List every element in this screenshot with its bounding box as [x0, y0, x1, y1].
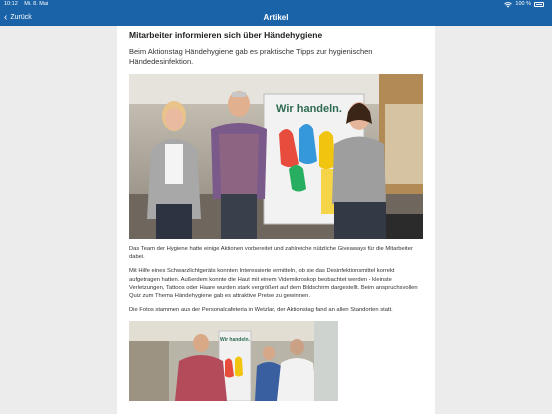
- back-label: Zurück: [10, 14, 32, 21]
- navigation-bar: [0, 9, 552, 26]
- article-photo-team: [129, 74, 423, 239]
- battery-icon: [534, 2, 544, 7]
- back-button[interactable]: [4, 9, 32, 26]
- banner-text: Wir handeln.: [276, 103, 342, 115]
- wifi-icon: [504, 2, 512, 8]
- chevron-left-icon: ‹: [4, 12, 8, 23]
- article-paragraph-2: Mit Hilfe eines Schwarzlichtgeräts konnten Interessierte ermitteln, ob sie das Desinfektionsmittel korrekt aufgetragen hatten. Außerdem konnte die Haut mit einem Videmikroskop beobachtet werden - kleinste Verletzungen, Tattoos oder Haare wurden stark vergrößert auf dem Bildschirm dargestellt. Beim anspruchsvollen Quiz zum Thema Händehygiene gab es attraktive Preise zu gewinnen.: [129, 268, 418, 300]
- article-content[interactable]: [117, 26, 435, 414]
- status-time: 10:12: [4, 1, 18, 7]
- nav-title: Artikel: [263, 13, 289, 22]
- photo2-banner-text: Wir handeln.: [220, 337, 250, 344]
- status-right: [504, 0, 544, 9]
- article-paragraph-1: Das Team der Hygiene hatte einige Aktionen vorbereitet und zahlreiche nützliche Giveaways für die Mitarbeiter dabei.: [129, 246, 413, 261]
- status-bar: [0, 0, 552, 9]
- article-lead: Beim Aktionstag Händehygiene gab es praktische Tipps zur hygienischen Händedesinfektion.: [129, 47, 373, 66]
- status-date: Mi. 8. Mai: [24, 1, 49, 7]
- status-left: [4, 0, 53, 9]
- article-photo-demo: [129, 321, 338, 401]
- article-headline: Mitarbeiter informieren sich über Händehygiene: [129, 30, 323, 40]
- article-paragraph-3: Die Fotos stammen aus der Personalcafeteria in Wetzlar, der Aktionstag fand an allen Standorten statt.: [129, 307, 393, 314]
- battery-percent: 100 %: [515, 1, 531, 7]
